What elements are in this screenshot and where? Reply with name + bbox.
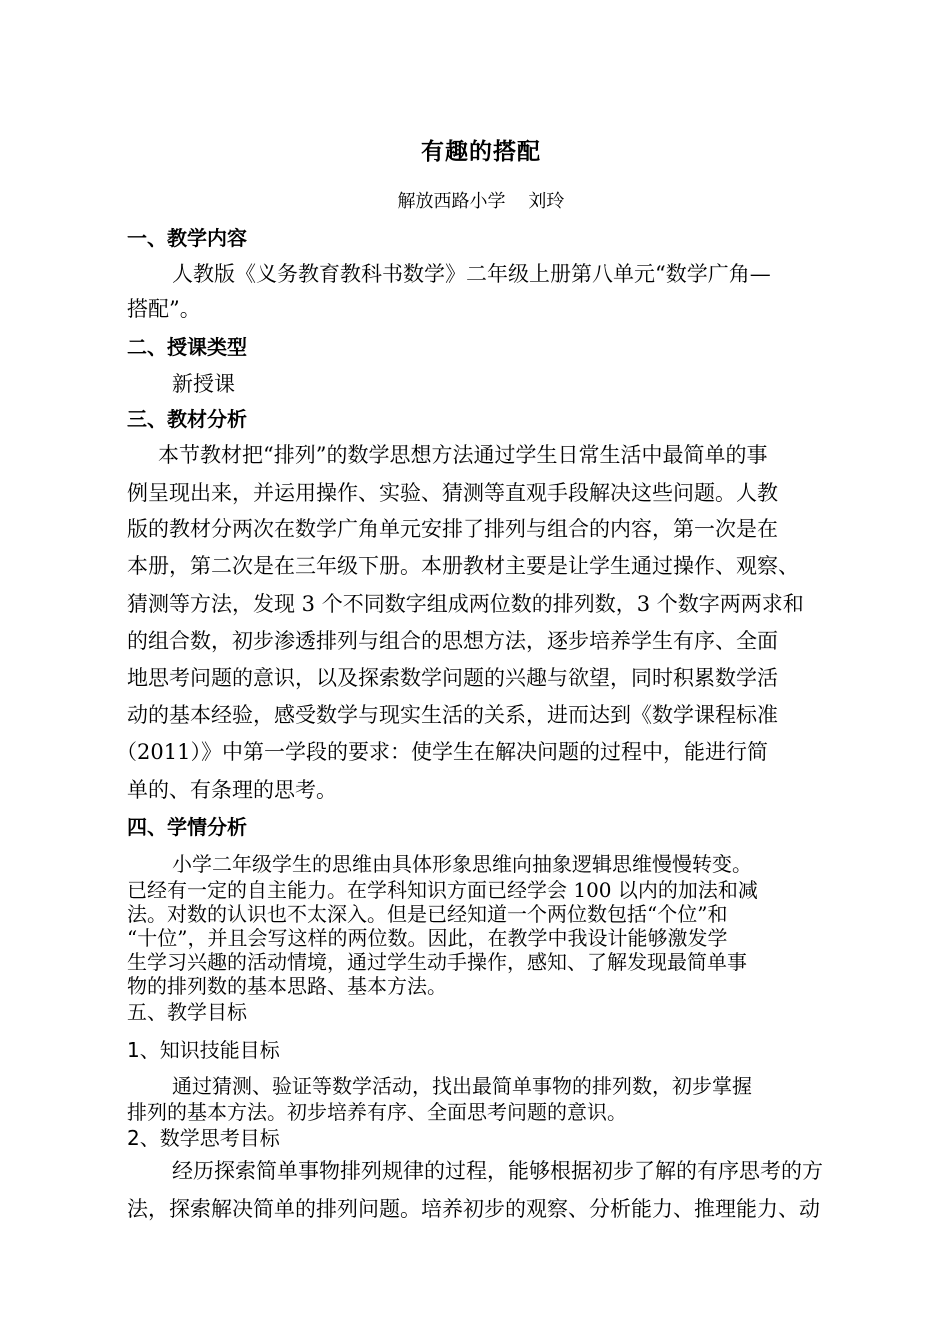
section-heading-goals: 五、教学目标 xyxy=(127,1000,247,1024)
paragraph-line: 动的基本经验，感受数学与现实生活的关系，进而达到《数学课程标准 xyxy=(127,703,778,727)
paragraph-line: 搭配”。 xyxy=(127,297,201,321)
paragraph-line: 法。对数的认识也不太深入。但是已经知道一个两位数包括“个位”和 xyxy=(127,902,728,926)
section-heading-type: 二、授课类型 xyxy=(127,335,247,359)
paragraph-line: 通过猜测、验证等数学活动，找出最简单事物的排列数，初步掌握 xyxy=(172,1074,752,1098)
section-heading-students: 四、学情分析 xyxy=(127,815,247,839)
section-heading-material: 三、教材分析 xyxy=(127,407,247,431)
paragraph-line: 地思考问题的意识，以及探索数学问题的兴趣与欲望，同时积累数学活 xyxy=(127,666,778,690)
paragraph-line: 猜测等方法，发现 3 个不同数字组成两位数的排列数，3 个数字两两求和 xyxy=(127,592,804,616)
paragraph-line: 例呈现出来，并运用操作、实验、猜测等直观手段解决这些问题。人教 xyxy=(127,481,778,505)
paragraph-line: 本册，第二次是在三年级下册。本册教材主要是让学生通过操作、观察、 xyxy=(127,554,799,578)
paragraph-line: 法，探索解决简单的排列问题。培养初步的观察、分析能力、推理能力、动 xyxy=(127,1197,820,1221)
section-heading-content: 一、教学内容 xyxy=(127,226,247,250)
paragraph-line: 新授课 xyxy=(172,372,235,396)
paragraph-line: 经历探索简单事物排列规律的过程，能够根据初步了解的有序思考的方 xyxy=(172,1159,823,1183)
paragraph-line: 已经有一定的自主能力。在学科知识方面已经学会 100 以内的加法和减 xyxy=(127,878,758,902)
subsection-heading-knowledge: 1、知识技能目标 xyxy=(127,1038,280,1062)
paragraph-line: 版的教材分两次在数学广角单元安排了排列与组合的内容，第一次是在 xyxy=(127,517,778,541)
document-title: 有趣的搭配 xyxy=(421,139,541,165)
paragraph-line: 的组合数，初步渗透排列与组合的思想方法，逐步培养学生有序、全面 xyxy=(127,629,778,653)
paragraph-line: 本节教材把“排列”的数学思想方法通过学生日常生活中最简单的事 xyxy=(158,443,768,467)
document-author: 解放西路小学 刘玲 xyxy=(397,191,565,212)
paragraph-line: 小学二年级学生的思维由具体形象思维向抽象逻辑思维慢慢转变。 xyxy=(172,852,752,876)
paragraph-line: 生学习兴趣的活动情境，通过学生动手操作，感知、了解发现最简单事 xyxy=(127,950,747,974)
paragraph-line: 排列的基本方法。初步培养有序、全面思考问题的意识。 xyxy=(127,1100,627,1124)
subsection-heading-thinking: 2、数学思考目标 xyxy=(127,1126,280,1150)
paragraph-line: “十位”，并且会写这样的两位数。因此，在教学中我设计能够激发学 xyxy=(127,926,728,950)
paragraph-line: 物的排列数的基本思路、基本方法。 xyxy=(127,974,447,998)
paragraph-line: 单的、有条理的思考。 xyxy=(127,778,337,802)
paragraph-line: 人教版《义务教育教科书数学》二年级上册第八单元“数学广角— xyxy=(172,262,771,286)
paragraph-line: （2011）》中第一学段的要求：使学生在解决问题的过程中，能进行简 xyxy=(116,740,768,764)
